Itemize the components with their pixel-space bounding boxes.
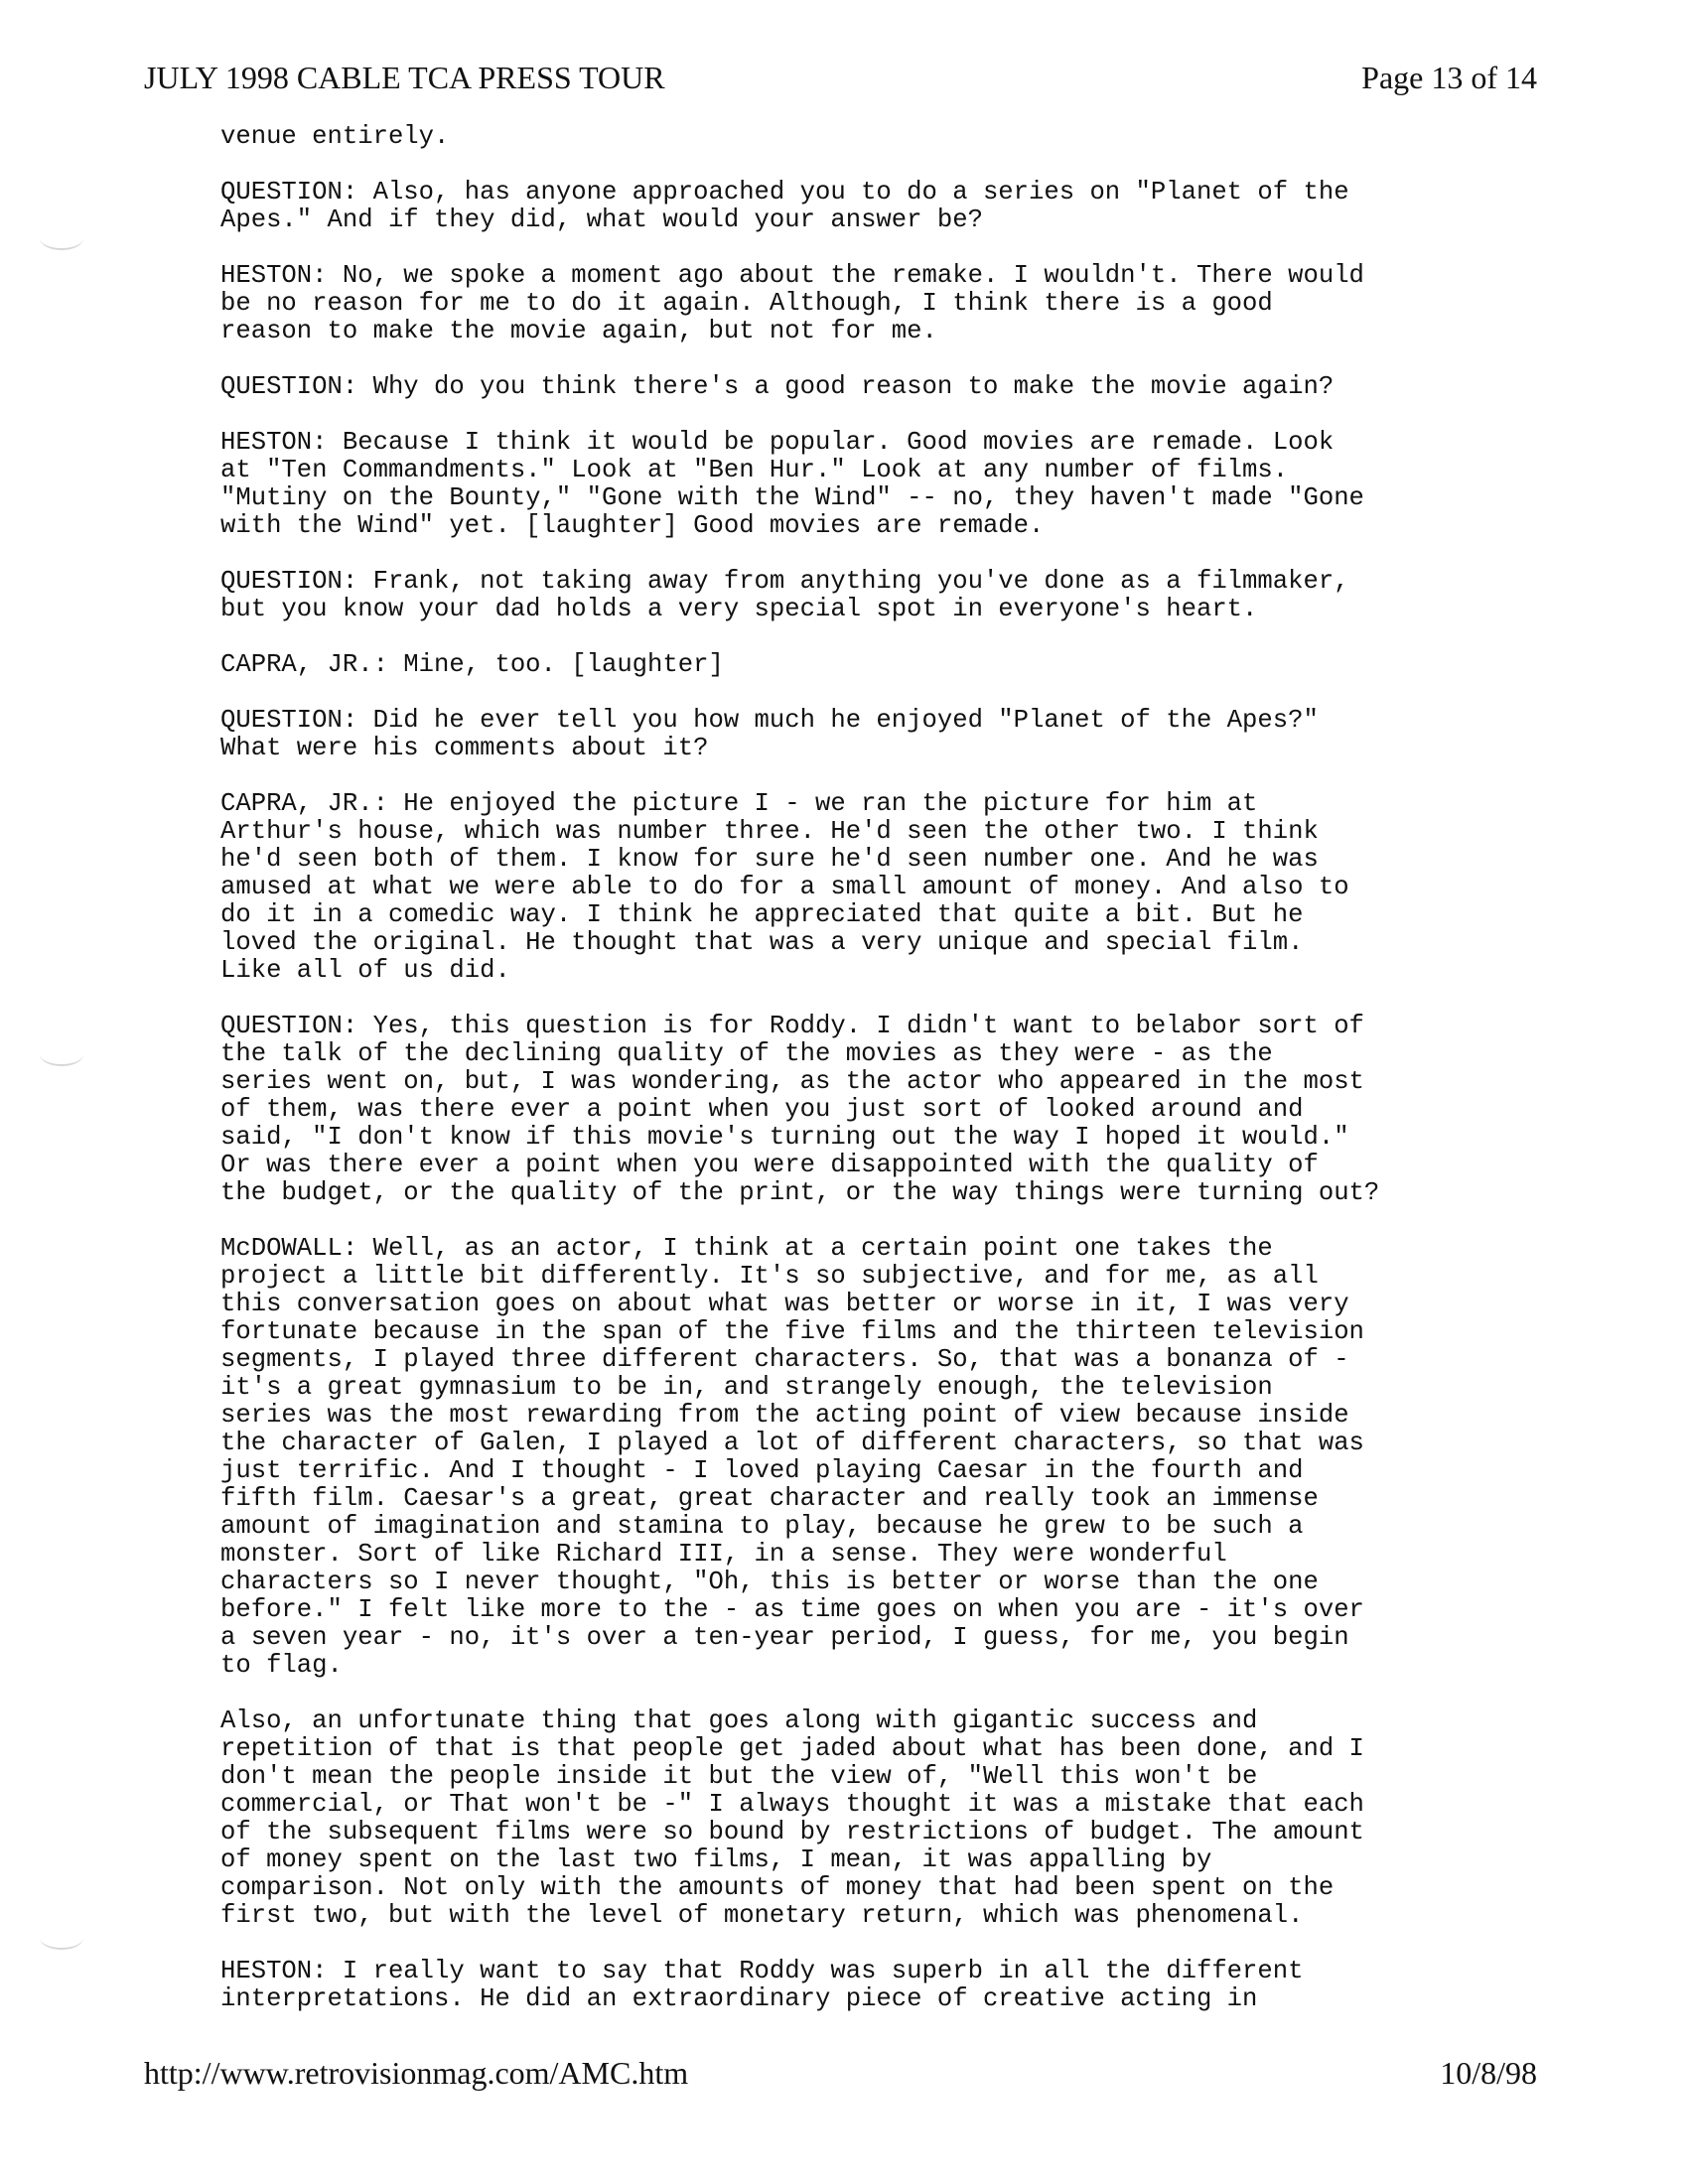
paragraph: QUESTION: Yes, this question is for Roddy. I didn't want to belabor sort of the talk of the declining quality of the movies as they were - as the series went on, but, I was wondering, as the actor who appeared in the most of them, was there ever a point when you just sort of looked around and said, "I don't know if this movie's turning out the way I hoped it would." Or was there ever a point when you were disappointed with the quality of the budget, or the quality of the print, or the way things were turning out? — [220, 1012, 1380, 1207]
punch-hole-mark — [40, 1042, 83, 1066]
paragraph: QUESTION: Did he ever tell you how much he enjoyed "Planet of the Apes?" What were his comments about it? — [220, 706, 1319, 762]
paragraph: HESTON: No, we spoke a moment ago about the remake. I wouldn't. There would be no reason for me to do it again. Although, I think there is a good reason to make the movie again, but not for me. — [220, 261, 1364, 345]
paragraph: CAPRA, JR.: Mine, too. [laughter] — [220, 650, 724, 679]
paragraph: QUESTION: Also, has anyone approached you to do a series on "Planet of the Apes." And if they did, what would your answer be? — [220, 178, 1349, 234]
print-date: 10/8/98 — [1440, 2055, 1537, 2091]
page-number: Page 13 of 14 — [1361, 60, 1537, 95]
paragraph: McDOWALL: Well, as an actor, I think at a certain point one takes the project a little bit differently. It's so subjective, and for me, as all this conversation goes on about what was better or worse in it, I was very fortunate because in the span of the five films and the thirteen television segments, I played three different characters. So, that was a bonanza of - it's a great gymnasium to be in, and strangely enough, the television series was the most rewarding from the acting point of view because inside the character of Galen, I played a lot of different characters, so that was just terrific. And I thought - I loved playing Caesar in the fourth and fifth film. Caesar's a great, great character and really took an immense amount of imagination and stamina to play, because he grew to be such a monster. Sort of like Richard III, in a sense. They were wonderful characters so I never thought, "Oh, this is better or worse than the one before." I felt like more to the - as time goes on when you are - it's over a seven year - no, it's over a ten-year period, I guess, for me, you begin to flag. — [220, 1234, 1364, 1680]
document-title: JULY 1998 CABLE TCA PRESS TOUR — [144, 60, 665, 95]
paragraph: QUESTION: Frank, not taking away from anything you've done as a filmmaker, but you know your dad holds a very special spot in everyone's heart. — [220, 567, 1349, 623]
punch-hole-mark — [40, 226, 83, 250]
page-header — [144, 60, 1537, 95]
page-footer — [144, 2055, 1537, 2091]
punch-hole-mark — [40, 1926, 83, 1950]
paragraph: CAPRA, JR.: He enjoyed the picture I - we ran the picture for him at Arthur's house, which was number three. He'd seen the other two. I think he'd seen both of them. I know for sure he'd seen number one. And he was amused at what we were able to do for a small amount of money. And also to do it in a comedic way. I think he appreciated that quite a bit. But he loved the original. He thought that was a very unique and special film. Like all of us did. — [220, 789, 1349, 985]
source-url: http://www.retrovisionmag.com/AMC.htm — [144, 2055, 689, 2091]
paragraph: HESTON: I really want to say that Roddy was superb in all the different interpretations. He did an extraordinary piece of creative acting in — [220, 1957, 1304, 2013]
paragraph: Also, an unfortunate thing that goes along with gigantic success and repetition of that is that people get jaded about what has been done, and I don't mean the people inside it but the view of, "Well this won't be commercial, or That won't be -" I always thought it was a mistake that each of the subsequent films were so bound by restrictions of budget. The amount of money spent on the last two films, I mean, it was appalling by comparison. Not only with the amounts of money that had been spent on the first two, but with the level of monetary return, which was phenomenal. — [220, 1706, 1364, 1930]
paragraph: HESTON: Because I think it would be popular. Good movies are remade. Look at "Ten Commandments." Look at "Ben Hur." Look at any number of films. "Mutiny on the Bounty," "Gone with the Wind" -- no, they haven't made "Gone with the Wind" yet. [laughter] Good movies are remade. — [220, 428, 1364, 540]
paragraph: venue entirely. — [220, 122, 450, 151]
transcript-body — [220, 123, 1501, 2013]
paragraph: QUESTION: Why do you think there's a good reason to make the movie again? — [220, 372, 1335, 401]
